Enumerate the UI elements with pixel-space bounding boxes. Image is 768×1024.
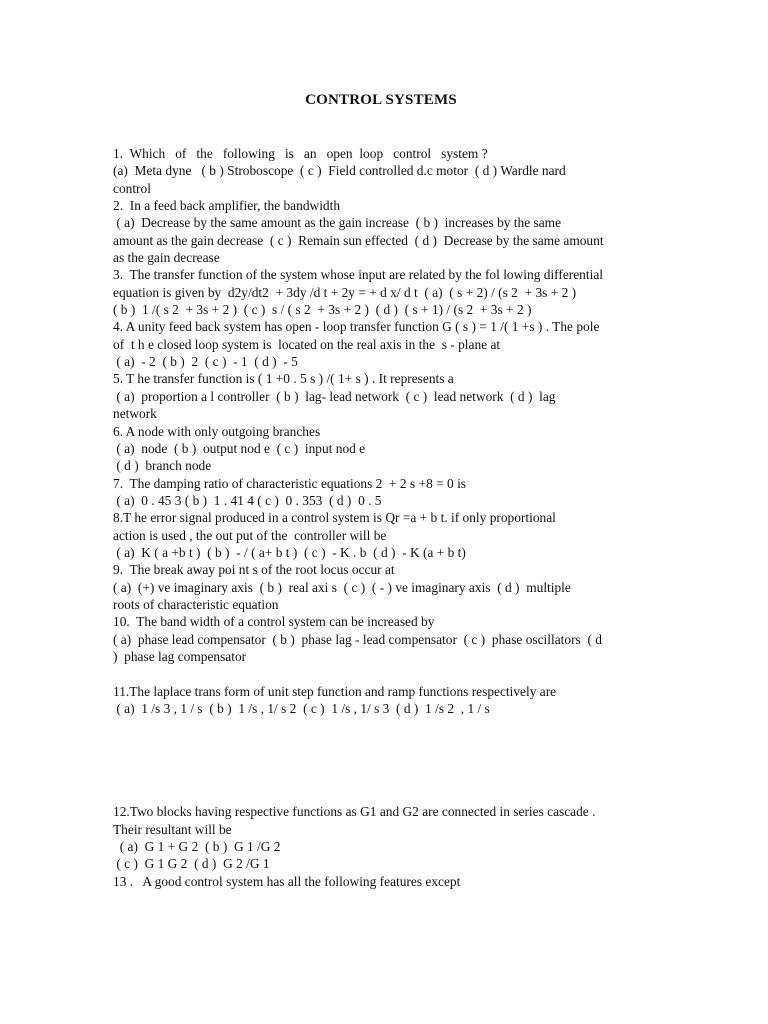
q4-options: ( a) - 2 ( b ) 2 ( c ) - 1 ( d ) - 5 (113, 354, 298, 370)
q8-text-cont: action is used , the out put of the controller will be (113, 527, 387, 543)
q11-options: ( a) 1 /s 3 , 1 / s ( b ) 1 /s , 1/ s 2 ( c ) 1 /s , 1/ s 3 ( d ) 1 /s 2 , 1 / s (113, 701, 490, 716)
q13-text: 13 . A good control system has all the following features except (113, 873, 461, 889)
q10-options-cont: ) phase lag compensator (113, 648, 247, 664)
document-title: CONTROL SYSTEMS (305, 92, 457, 108)
q2-options-cont: amount as the gain decrease ( c ) Remain sun effected ( d ) Decrease by the same amount (113, 232, 604, 248)
q3-options: ( b ) 1 /( s 2 + 3s + 2 ) ( c ) s / ( s 2 + 3s + 2 ) ( d ) ( s + 1) / (s 2 + 3s + 2 ) (113, 302, 532, 318)
spacer (113, 665, 658, 682)
q8-options: ( a) K ( a +b t ) ( b ) - / ( a+ b t ) ( c ) - K . b ( d ) - K (a + b t) (113, 544, 466, 560)
q10-options: ( a) phase lead compensator ( b ) phase lag - lead compensator ( c ) phase oscillators ( d (113, 631, 602, 647)
q6-text: 6. A node with only outgoing branches (113, 423, 321, 439)
q5-options-cont: network (113, 406, 157, 422)
q2-text: 2. In a feed back amplifier, the bandwidth (113, 198, 341, 214)
q5-options: ( a) proportion a l controller ( b ) lag- lead network ( c ) lead network ( d ) lag (113, 388, 556, 404)
q4-text-cont: of t h e closed loop system is located on the real axis in the s - plane at (113, 336, 501, 352)
q9-text: 9. The break away poi nt s of the root locus occur at (113, 562, 395, 578)
q9-options-cont: roots of characteristic equation (113, 596, 279, 612)
q7-text: 7. The damping ratio of characteristic equations 2 + 2 s +8 = 0 is (113, 475, 467, 491)
q5-text: 5. T he transfer function is ( 1 +0 . 5 s ) /( 1+ s ) . It represents a (113, 371, 454, 387)
q3-text: 3. The transfer function of the system whose input are related by the fol lowing differential (113, 267, 603, 283)
question-list (113, 145, 658, 890)
spacer (113, 717, 658, 803)
q12-text-cont: Their resultant will be (113, 821, 232, 837)
q10-text: 10. The band width of a control system can be increased by (113, 614, 435, 630)
q2-options-cont: as the gain decrease (113, 250, 220, 266)
q6-options-cont: ( d ) branch node (113, 458, 212, 474)
q6-options: ( a) node ( b ) output nod e ( c ) input nod e (113, 440, 366, 456)
q4-text: 4. A unity feed back system has open - loop transfer function G ( s ) = 1 /( 1 +s ) . The pole (113, 319, 600, 335)
q1-options: (a) Meta dyne ( b ) Stroboscope ( c ) Field controlled d.c motor ( d ) Wardle nard (113, 163, 566, 179)
q12-text: 12.Two blocks having respective functions as G1 and G2 are connected in series cascade . (113, 804, 596, 820)
q1-options-cont: control (113, 180, 151, 196)
q12-options-cont: ( c ) G 1 G 2 ( d ) G 2 /G 1 (113, 856, 270, 872)
q7-options: ( a) 0 . 45 3 ( b ) 1 . 41 4 ( c ) 0 . 353 ( d ) 0 . 5 (113, 492, 382, 508)
q1-text: 1. Which of the following is an open loop control system ? (113, 146, 488, 161)
q8-text: 8.T he error signal produced in a control system is Qr =a + b t. if only proportional (113, 510, 556, 526)
q3-text-cont: equation is given by d2y/dt2 + 3dy /d t + 2y = + d x/ d t ( a) ( s + 2) / (s 2 + 3s + 2 ) (113, 284, 577, 300)
q12-options: ( a) G 1 + G 2 ( b ) G 1 /G 2 (113, 839, 281, 855)
q9-options: ( a) (+) ve imaginary axis ( b ) real axi s ( c ) ( - ) ve imaginary axis ( d ) multiple (113, 579, 571, 595)
q2-options: ( a) Decrease by the same amount as the gain increase ( b ) increases by the same (113, 215, 562, 231)
q11-text: 11.The laplace trans form of unit step function and ramp functions respectively are (113, 683, 557, 699)
